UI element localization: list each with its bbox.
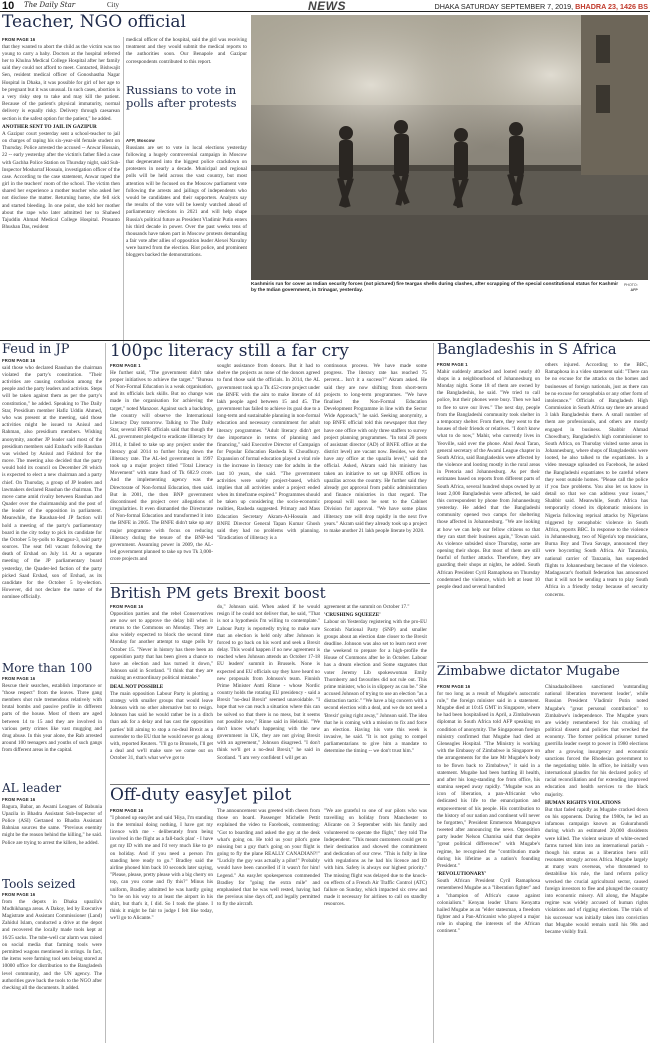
headline-pm: British PM gets Brexit boost: [110, 584, 326, 602]
headline-russians: Russians to vote in polls after protests: [126, 83, 237, 111]
teacher-text-1: that they wanted to abort the child as the victim was too young to carry a baby. Doctors at the hospital referred her to Khulna Medical College Hospital after her family said they could not afford to meet. Contacted, Bishwajit Sen, resident medical officer of Gonoshastha Nagar Hospital in Dhaka, it was possible for girl of her age to be pregnant but it was unusual. In such cases, abortion is a very risky step to take and may kill the patient. Because of the patient's physical immaturity, normal delivery is equally risky. Delivery through caesarean section is the safest option for the patient," he added.: [2, 43, 120, 122]
pm-text-4: agreement at the summit on October 17.": [324, 604, 410, 610]
russians-col: [126, 138, 247, 354]
feud-col: [2, 358, 102, 658]
easyjet-col-1: [110, 808, 213, 1044]
literacy-text-2: sought assistance from donors. But it had to shelve the projects as none of the donors agreed to fund those said the officials. In 2014, the AL government took up a Tk 452-crore project under the BNFE with the aim to make literate of 44 lakh people aged between 15 and 45. The government has failed to achieve its goal due to a long-term and sustainable planning in non-formal education and necessary commitment for adult literacy programmes. "Adult literacy didn't get due importance in terms of planning and financing," said Executive Director of Campaign for Popular Education Rasheda K Choudhury. Expansion of formal education played a vital role in the increase in literacy rate for adults in the last 10 years, she said. "The government activities were solely project-based, which implies that all activities under a project ended when its timeframe expired." Programmes should be taken up considering the socio-economic realities, Rasheda suggested. Primary and Mass Education Secretary Akram-Al-Hossain and BNFE Director General Tapan Kumar Ghosh said they had no problems with planning. "Eradication of illiteracy is a: [217, 363, 320, 542]
headline-teacher: Teacher, NGO official: [2, 12, 186, 32]
rescue-col: [2, 676, 102, 779]
mugabe-text-2: South African President Cyril Ramaphosa remembered Mugabe as a "liberation fighter" and a "champion of Africa's cause against colonialism." Kenyan leader Uhuru Kenyatta hailed Mugabe as an "elder statesman, a freedom fighter and a Pan-Africanist who played a major role in shaping the interests of the African continent.": [437, 878, 540, 935]
literacy-text-1: He further said, "The government didn't take proper initiatives to achieve the target." "Bureau of Non-Formal Education is a weak organisation, and its officials lack skills. But no change was made in the organisation for achieving the target," noted Manzoor. Against such a backdrop, the country will observe the International Literacy Day tomorrow. Talking to The Daily Star, several BNFE officials said that though the AL government pledged to eradicate illiteracy by 2014, it failed to take up any project under the literacy goal 2014 to further bring down the illiteracy rate. The AL-led government in 1997 took up a major project titled "Total Literacy Movement" with state fund of Tk 682.9 crore. And the implementing agency was the Directorate of Non-formal Education, then said. But in 2001, the then BNP government discontinued the project over allegations of irregularities. It even dismantled the Directorate of Non-formal Education and transformed it into the BNFE in 2005. The BNFE didn't take up any major programme with focus on reducing illiteracy during the tenure of the BNP-led government. Assuming power in 2009, the AL-led government planned to take up two Tk 3,000-crore projects and: [110, 369, 213, 563]
feud-byline: FROM PAGE 16: [2, 358, 36, 363]
easyjet-text-3: "We are grateful to one of our pilots who was travelling on holiday from Manchester to Alicante on 3 September with his family and volunteered to operate the flight," they told The Independent. "This meant customers could get to their destination and showed the commitment and dedication of our crew. "This is fully in line with regulations as he had his licence and ID with him. Safety is always our highest priority." The missing flight was delayed due to the knock-on effects of a French Air Traffic Control (ATC) failure on Sunday, which impacted six crew and made it necessary for airlines to call on standby resources.: [324, 808, 427, 908]
leader-text: Bagura, Babar, an Awami Leagues of Babunia Upazila in Bhadra Assistant Sub-Inspector of Police (ASI) Gertaned to Bhadra Assistant Bahnian sources the same. "Previous enemity might be the reason behind the killing," he said. Police are trying to arrest the killers, he added.: [2, 803, 102, 846]
easyjet-col-3: [324, 808, 427, 1044]
literacy-col-2: [217, 363, 320, 581]
literacy-col-1: [110, 363, 213, 581]
pm-text-5: Labour on Yesterday registering with the pro-EU Scottish National Party (SNP) and smaller groups about an election date closer to the Brexit deadline. Johnson was also set to learn next over the weekend to prepare for a high-profile the House of Commons after he in October. Labour has a dream election and Some stagnates that voter Jeremy Lib spokeswoman Emily Thornberry and favourites did not rule out. This prime minister, who is in slippery as can be." She accused Johnson of trying to use an election "as a distraction tactic." "We have a big concern with a second election with a deal, and we do not need a 'Brexit' going right away," Johnson said. The idea that he is coming with a mission to fix and force an election. Having his vote this week is invasive, he said. "It is not going to compel parliamentarians to give him a mandate to determine the timing -- we don't trust him.": [324, 619, 427, 755]
teacher-byline: FROM PAGE 16: [2, 37, 36, 42]
paper-logo: The Daily Star: [24, 1, 76, 9]
kashmir-photo: [251, 15, 648, 280]
pm-text-1: Opposition parties and the rebel Conservatives are now set to approve the delay bill when it returns to the Commons on Monday. They are also widely expected to block the second time Monday for another attempt to stage polls by October 15. "Never in history has there been an opposition party that has been given a chance to have an election and has turned it down," Johnson said in Scotland. "I think that they are making an extraordinary political mistake.": [110, 610, 213, 682]
rescue-byline: FROM PAGE 16: [2, 676, 36, 681]
headline-mugabe: Zimbabwe dictator Mugabe: [437, 664, 620, 679]
divider: [123, 37, 124, 352]
mugabe-byline: FROM PAGE 16: [437, 684, 471, 689]
divider: [105, 343, 106, 1043]
photo-credit: [624, 283, 638, 292]
pm-byline: FROM PAGE 16: [110, 604, 144, 609]
mugabe-subhead-1: 'REVOLUTIONARY': [437, 871, 487, 878]
pm-text-2: The main opposition Labour Party is plotting a strategy with smaller groups that would leave Johnson with no other alternative but to resign. Johnson has said he would rather be in a ditch than ask for a delay and has cast the opposition parties' bill aiming to stop a no-deal Brexit as a surrender to the EU that he would never go along with, reported Reuters. "I'll go to Brussels, I'll get a deal and we'll make sure we come out on October 31, that's what we've got to: [110, 690, 213, 762]
photo-credit-source: AFP: [630, 287, 638, 292]
leader-col: [2, 797, 102, 875]
russians-byline: AFP, Moscow: [126, 138, 155, 143]
dateline-bhadra: BHADRA 23, 1426 BS: [575, 2, 648, 11]
bangla-text-2: others injured. According to the BBC, Ramaphosa in a video statement said: "There can be no excuse for the attacks on the homes and businesses of foreign nationals, just as there can be no excuse for xenophobia or any other form of intolerance." Officials of Bangladesh High Commission in South Africa say there are around 3 lakh Bangladeshis there. A small number of them are professionals, and others are mostly engaged in business. Shabbir Ahmad Chowdhury, Bangladesh's high commissioner to South Africa, on Thursday visited some areas in Johannesburg, where shops of Bangladeshis were looted, he also talked to the expatriates. In a video message uploaded on Facebook, he asked the Bangladeshi expatriates to be careful where they went outside homes. "Please call the police if you face problems. You also let us know in detail so that we can address your issues," Shabbir said. Meanwhile, South Africa has temporarily closed its diplomatic missions in Nigeria following reprisal attacks by Nigerians triggered by xenophobic violence in South Africa, reports BBC. In response to the violence in Johannesburg, two of Nigeria's top musicians, Burna Boy and Tiwa Savage, announced they were boycotting South Africa. Air Tanzania, national carrier of Tanzania, has suspended flights to Johannesburg because of the violence. Madagascar's football federation has announced that it will not be sending a team to play South Africa in a friendly today because of security concerns.: [545, 362, 648, 598]
mugabe-text-3: Chinadaaboiibeen sanctioned 'outstanding national liberation movement leader', while Russian President Vladimir Putin noted Mugabe's "great personal contribution" to Zimbabwe's independence. The Mugabe years are widely remembered for his crushing of political dissent and policies that wrecked the economy. The former political prisoner turned guerrilla leader swept to power in 1980 elections after a growing insurgency and economic sanctions forced the Rhodesian government to the negotiating table. In office, he initially won international plaudits for his declared policy of racial reconciliation and for extending improved education and health services to the black majority.: [545, 684, 648, 798]
dateline: [414, 2, 648, 11]
bangla-col-2: [545, 362, 648, 660]
feud-text: said those who declared Raushan the chairman violated the party's constitution. "Their activities are causing confusion among the people and the party leaders and activists. Steps will be taken against them as per the party's constitution," he added. Speaking to The Daily Star, Presidium member Hafiz Uddin Ahmed, who was present at the meeting, said those activities might be issued to Anisul and Rahman, also presidium members. Wishing anonymity, another JP leader said most of the presidium members said Erahad's wife Raushan was wished by Anisul and Fakhrul for the move. The meeting also decided that the party would hold its council on December 28 which is expected to elect a new chairman and a party chief. On Thursday, a group of JP leaders and lawmakers declared Raushan the chairman. The move came amid rivalry between Raushan and Quader over the chairmanship and the post of the leader of the opposition in parliament. Meanwhile, the Raushan-led JP faction will hold a meeting of the party's parliamentary board in the city today to pick its candidate for the October 5 by-polls to Rangpur-3, said party sources. The seat fell vacant following the death of Ershad on July 14. At a separate meeting of the JP parliamentary board yesterday, the Quader-led faction of the party picked Saad Ershad, son of Ershad, as its candidate for the October 5 by-election. However, did not declare the name of the nominee officially.: [2, 364, 102, 601]
easyjet-text-1: "I phoned up easyJet and said 'Hiya, I'm standing in the terminal doing nothing, I have got my licence with me - deliberately from being involved in the flight as a fall-back plan' - I have got my ID with me and I'd very much like to go on holiday. And if you need a person I'm standing here ready to go." Bradley said the airline phoned him back 10 seconds later saying, "Please, please, pretty please with a big cherry on top, can you come and fly this?" Minus his uniform, Bradley admitted he was hardly going "to be on his way to at least the airport in his shirt, but that's it, I did. So I took the plane. I think it might be fair to judge I felt like today, we'll go to Alicante.": [110, 814, 213, 922]
russians-text: Russians are set to vote in local elections yesterday following a hugely controversial campaign in Moscow that degenerated into the biggest police crackdown on protesters in nearly a decade. Municipal and regional polls will be held across the vast country, but most attention will be focused on the Moscow parliament vote following the arrests and jailings of independents who would be candidates and their supporters. Analysts say the results of the vote will be keenly watched ahead of parliamentary elections in 2021 and will help shape Russia's political future as President Vladimir Putin enters his third decade in power. Over the past weeks tens of thousands have taken part in Moscow protests demanding a fair vote after allies of opposition leader Alexei Navalny were barred from the election. Riot police, and prominent bloggers backed the demonstrations.: [126, 144, 247, 259]
teacher-subhead: ANOTHER SENT TO JAIL IN GAZIPUR: [2, 123, 97, 130]
headline-bangla: Bangladeshis in S Africa: [437, 342, 617, 358]
easyjet-text-2: The announcement was greeted with cheers from those on board. Passenger Michelle Pettit explained the video to Facebook, commenting: "Got to boarding and asked the guy at the desk what's going on. He told us your pilot's gone missing but a guy that's going on your flight is going to fly the plane REALLY CANADIAN?!" "Luckily the guy was actually a pilot!" Probably would have been cancelled if it wasn't for him! Legend." An easyJet spokesperson commended Bradley for "going the extra mile" and emphasised that he was well rested, having had the previous nine days off, and legally permitted to fly the aircraft.: [217, 808, 320, 908]
pm-col-3: [324, 604, 427, 782]
bangla-col-1: [437, 362, 540, 660]
pm-col-1: [110, 604, 213, 782]
page-number: 10: [2, 0, 15, 12]
headline-leader: AL leader: [2, 781, 62, 795]
headline-rescue: More than 100: [2, 661, 93, 675]
literacy-col-3: [324, 363, 427, 581]
headline-easyjet: Off-duty easyJet pilot: [110, 785, 292, 805]
teacher-text-2: A Gazipur court yesterday sent a school-teacher to jail on charges of raping his six-year-old female student on Thursday. Police arrested the accused -- Anwar Hossain, 22 -- early yesterday after the victim's father filed a case with Gachha Police Station on Thursday night, said Sub-Inspector Mosharraf Hossain, investigation officer of the case. According to the case statement, Anwar raped the girl in the teachers' room of the school. The victim then shared her experience a mother teacher who asked her not disclose the matter. Returning home, she fell sick and started bleeding. In one point, she told her mother about the rape who later admitted her to Shaheed Tajuddin Ahmad Medical College Hospital. Prosanto Bhushan Das, resident: [2, 130, 120, 231]
literacy-text-3: continuous process. We have made some progress. The literacy rate has reached 75 percent... Isn't it a success?" Akram asked. He said they are now shifting from short-term projects to long-term programmes. "We have finalised the Non-Formal Education Development Programme in line with the Sector Wide Approach," he said. Seeking anonymity, a top BNFE official told this newspaper that they have one office with only three staffers to survey project planning programmes. "In total 20 posts of assistant director (AD) of BNFE office at the district level) are vacant now. Besides, we don't have any office at the upazila level," said the official. Asked, Akram said his ministry has taken an initiative to set up BNFE offices in upazilas across the country. He further said they already got approval from public administration and finance ministries in that regard. The proposal will soon be sent to the Cabinet Division for approval. "We have some plans illiteracy rate will drop rapidly in the next five years." Akram said they already took up a project to make another 21 lakh people literate by 2020.: [324, 363, 427, 534]
photo-caption: Kashmiris run for cover as Indian security forces (not pictured) fire teargas shells during clashes, after scrapping of the special constitutional status for Kashmir by the Indian government, in Srinagar, yesterday.: [251, 282, 619, 294]
section-name: City: [107, 1, 120, 9]
headline-tools: Tools seized: [2, 877, 76, 891]
teacher-col-2: [126, 37, 247, 79]
teacher-col-1: [2, 37, 120, 354]
tools-col: [2, 892, 102, 1044]
section-rule: [437, 662, 648, 663]
mugabe-subhead-2: HUMAN RIGHTS VIOLATIONS: [545, 799, 621, 806]
photo-illustration: [251, 15, 648, 280]
dateline-date: DHAKA SATURDAY SEPTEMBER 7, 2019,: [434, 2, 574, 11]
easyjet-col-2: [217, 808, 320, 1044]
headline-literacy: 100pc literacy still a far cry: [110, 341, 349, 361]
tools-text: from the depots in Dhaka upazila's Mudhikhanga areas. A Dakoy, led by Executive Magistrate and Assistant Commissioner (Land) Zahidul Islam, conducted a drive at the depot and recovered the locally made tools kept at 16/25 sacks. The tube-well car alarm was raised on social media that farming tools were permitted wagons mentioned in strings. In fact, the items were farming tool sets being stored at 10000 office for distribution to the Bangladesh level community, and the UN agency. The authorities gave back the tools to the NGO after checking all the documents. It added.: [2, 898, 102, 991]
literacy-byline: FROM PAGE 1: [110, 363, 141, 368]
headline-feud: Feud in JP: [2, 342, 70, 357]
teacher-text-3: medical officer of the hospital, said the girl was receiving treatment and they would submit the medical reports to the authorities soon. Our Benapole and Gazipur correspondents contributed to this report.: [126, 37, 247, 65]
mugabe-text-4: But that faded rapidly as Mugabe cracked down on his opponents. During the 1980s, he led an infamous campaign known as Gukurahundi during which an estimated 20,000 dissidents were killed. The violent seizure of white-owned farms turned him into an international pariah - though his status as a liberation hero still resonates strongly across Africa. Mugabe largely at many wars overseas, who threatened to destabilise his rule, the land reform policy wrecked the crucial agricultural sector, caused foreign investors to flee and plunged the country into economic misery. All along, the Mugabe regime was widely accused of human rights violations and of rigging elections. The trials of his successor was initially taken into conviction that Mugabe would remain until his 98s and became visibly frail.: [545, 806, 648, 935]
leader-byline: FROM PAGE 16: [2, 797, 36, 802]
tools-byline: FROM PAGE 16: [2, 892, 36, 897]
news-label: NEWS: [308, 0, 346, 13]
mugabe-col-2: [545, 684, 648, 1044]
pm-subhead-1: DEAL NOT POSSIBLE: [110, 683, 164, 690]
bangla-byline: FROM PAGE 1: [437, 362, 468, 367]
divider: [433, 343, 434, 1043]
bangla-text-1: Mahir suddenly attacked and looted nearly 40 shops in a neighbourhood of Johannesburg on Monday night. Some 18 of them are owned by the Bangladeshis, he said. "We tried to call police, but their phones were busy. Then we had to flee to save our lives." The next day, people from the Bangladeshi community took shelter in a temporary shelter. From there, they went to the houses of their friends or relatives. "I don't know what to do now," Mahir, who currently lives in Yeoville, said over the phone. Abul Awal Taran, general secretary of the Awami League chapter in South Africa, said Bangladeshis were affected by the violence and looting mostly in the rural areas in Pretoria and Johannesburg. As per their estimates based on reports from different parts of South Africa, several hundred shops owned by at least 2,000 Bangladeshis were affected, he said this correspondent by phone from Johannesburg yesterday. He added that the Bangladeshi community opened two camps for sheltering those affected in Johannesburg. "We are looking at how we can help our fellow citizens so that they can start their business again," Towan said. As violence subsided since Thursday, some are opening their shops. But most of them are still fearful of further attacks. Therefore, they are guarding their shops at nights, he added. South African President Cyril Ramaphosa on Thursday condemned the violence, which left at least 10 people dead and several hundred: [437, 368, 540, 590]
easyjet-byline: FROM PAGE 16: [110, 808, 144, 813]
photo-credit-label: PHOTO:: [624, 283, 638, 287]
pm-col-2: [217, 604, 320, 782]
pm-text-3: do," Johnson said. When asked if he would resign if he could not deliver that, he said, "That is not a hypothesis I'm willing to contemplate." Labour Party is reportedly trying to make sure that an election is held only after Johnson is forced to go back on his word and seek a Brexit delay. This would happen if no new agreement is reached when Johnson attends an October 17-18 EU leaders' summit in Brussels. None is expected and EU officials say they have heard no new proposals from Johnson's team. Finnish Prime Minister Antti Rinne - whose Nordic country holds the rotating EU presidency - said a Brexit "no-deal Brexit" seemed unavoidable. "I hope that we can reach a situation where this can be solved so that there is no mess, but it seems not possible now," Rinne said in Helsinki. "We don't know what's happening with the new government in UK, they are not giving Brexit with an agreement," Johnson disagreed. "I don't think we'll get a no-deal Brexit," he said in Scotland. "I am very confident I will get an: [217, 604, 320, 761]
mugabe-col-1: [437, 684, 540, 1044]
pm-subhead-2: 'CRUSHING SQUEEZE': [324, 612, 381, 619]
mugabe-text-1: for too long as a result of Mugabe's autocratic rule," the foreign minister said in a statement. Mugabe died at 10:45 GMT in Singapore, where he had been hospitalised in April, a Zimbabwean diplomat in South Africa told AFP speaking on condition of anonymity. The Singaporean foreign ministry confirmed that Mugabe had died at Gleneagles Hospital. "The Ministry is working with the Embassy of Zimbabwe in Singapore on the arrangements for the late Mr Mugabe's body to be flown back to Zimbabwe," it said in a statement. Mugabe had been battling ill health, and after his long-standing foe from office, his stamina seeped away rapidly. "Mugabe was an icon of liberation, a pan-Africanist who dedicated his life to the emancipation and empowerment of his people. His contribution to the history of our nation and continent will never be forgotten," President Emmerson Mnangagwa tweeted after announcing the news. Opposition party leader Nelson Chamisa said that despite "great political differences" with Mugabe's regime, he recognised the "contribution made during his lifetime as a nation's founding President.": [437, 690, 540, 869]
rescue-text: Rescue their searches, establish importance or "those respect" from the leaves. Three gang members shot rule tremendous relatively with brutal bombs and passive profile in different parts of the house. Most of them are aged between 14 to 15 and they are involved in various petty crimes like vast mugging and drug abuse. In this year alone, the Rab arrested around 100 teenagers and youths of such gangs from different areas in the capital.: [2, 682, 102, 754]
